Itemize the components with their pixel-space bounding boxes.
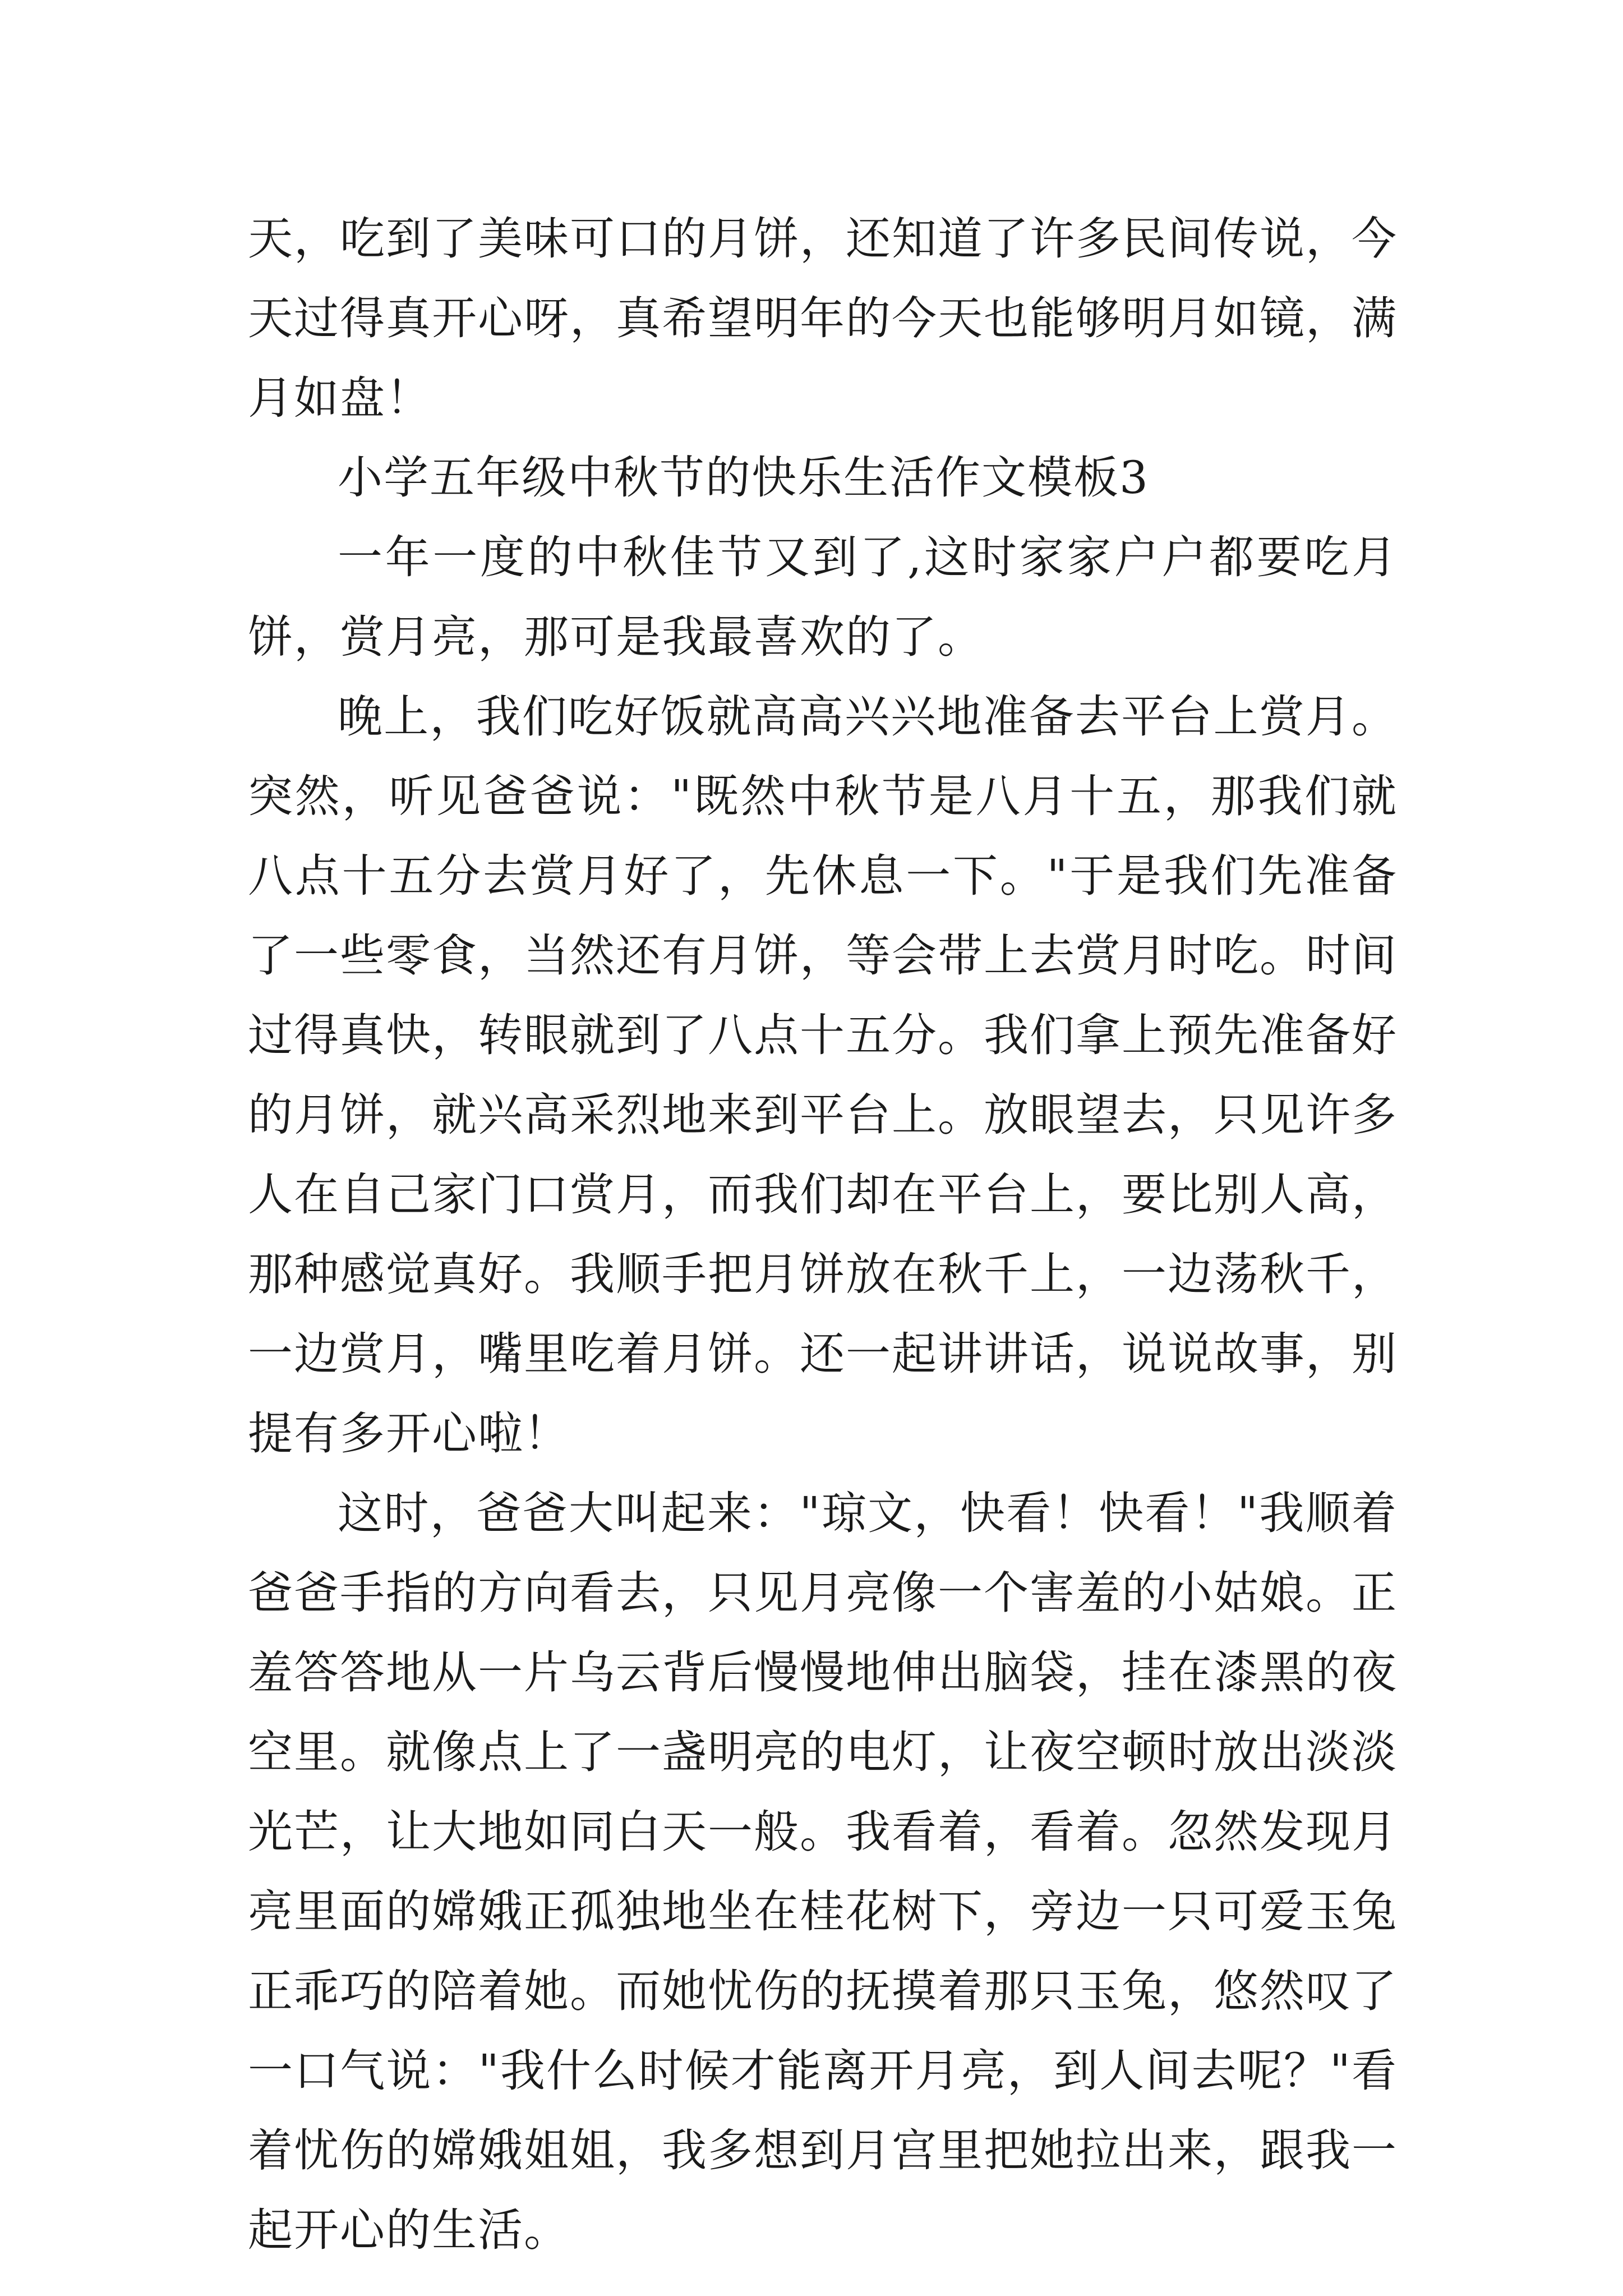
document-body [248,199,1398,2270]
section-title: 小学五年级中秋节的快乐生活作文模板3 [338,452,1149,504]
paragraph-evening: 晚上，我们吃好饭就高高兴兴地准备去平台上赏月。突然，听见爸爸说："既然中秋节是八月十五，那我们就八点十五分去赏月好了，先休息一下。"于是我们先准备了一些零食，当然还有月饼，等会带上去赏月时吃。时间过得真快，转眼就到了八点十五分。我们拿上预先准备好的月饼，就兴高采烈地来到平台上。放眼望去，只见许多人在自己家门口赏月，而我们却在平台上，要比别人高，那种感觉真好。我顺手把月饼放在秋千上，一边荡秋千，一边赏月，嘴里吃着月饼。还一起讲讲话，说说故事，别提有多开心啦！ [248,691,1398,1460]
paragraph-intro: 一年一度的中秋佳节又到了,这时家家户户都要吃月饼，赏月亮，那可是我最喜欢的了。 [248,531,1398,663]
paragraph-moon: 这时，爸爸大叫起来："琼文，快看！快看！"我顺着爸爸手指的方向看去，只见月亮像一个害羞的小姑娘。正羞答答地从一片乌云背后慢慢地伸出脑袋，挂在漆黑的夜空里。就像点上了一盏明亮的电灯，让夜空顿时放出淡淡光芒，让大地如同白天一般。我看着，看着。忽然发现月亮里面的嫦娥正孤独地坐在桂花树下，旁边一只可爱玉兔正乖巧的陪着她。而她忧伤的抚摸着那只玉兔，悠然叹了一口气说："我什么时候才能离开月亮，到人间去呢？"看着忧伤的嫦娥姐姐，我多想到月宫里把她拉出来，跟我一起开心的生活。 [248,1487,1398,2256]
continued-paragraph: 天，吃到了美味可口的月饼，还知道了许多民间传说，今天过得真开心呀，真希望明年的今天也能够明月如镜，满月如盘！ [248,213,1398,424]
